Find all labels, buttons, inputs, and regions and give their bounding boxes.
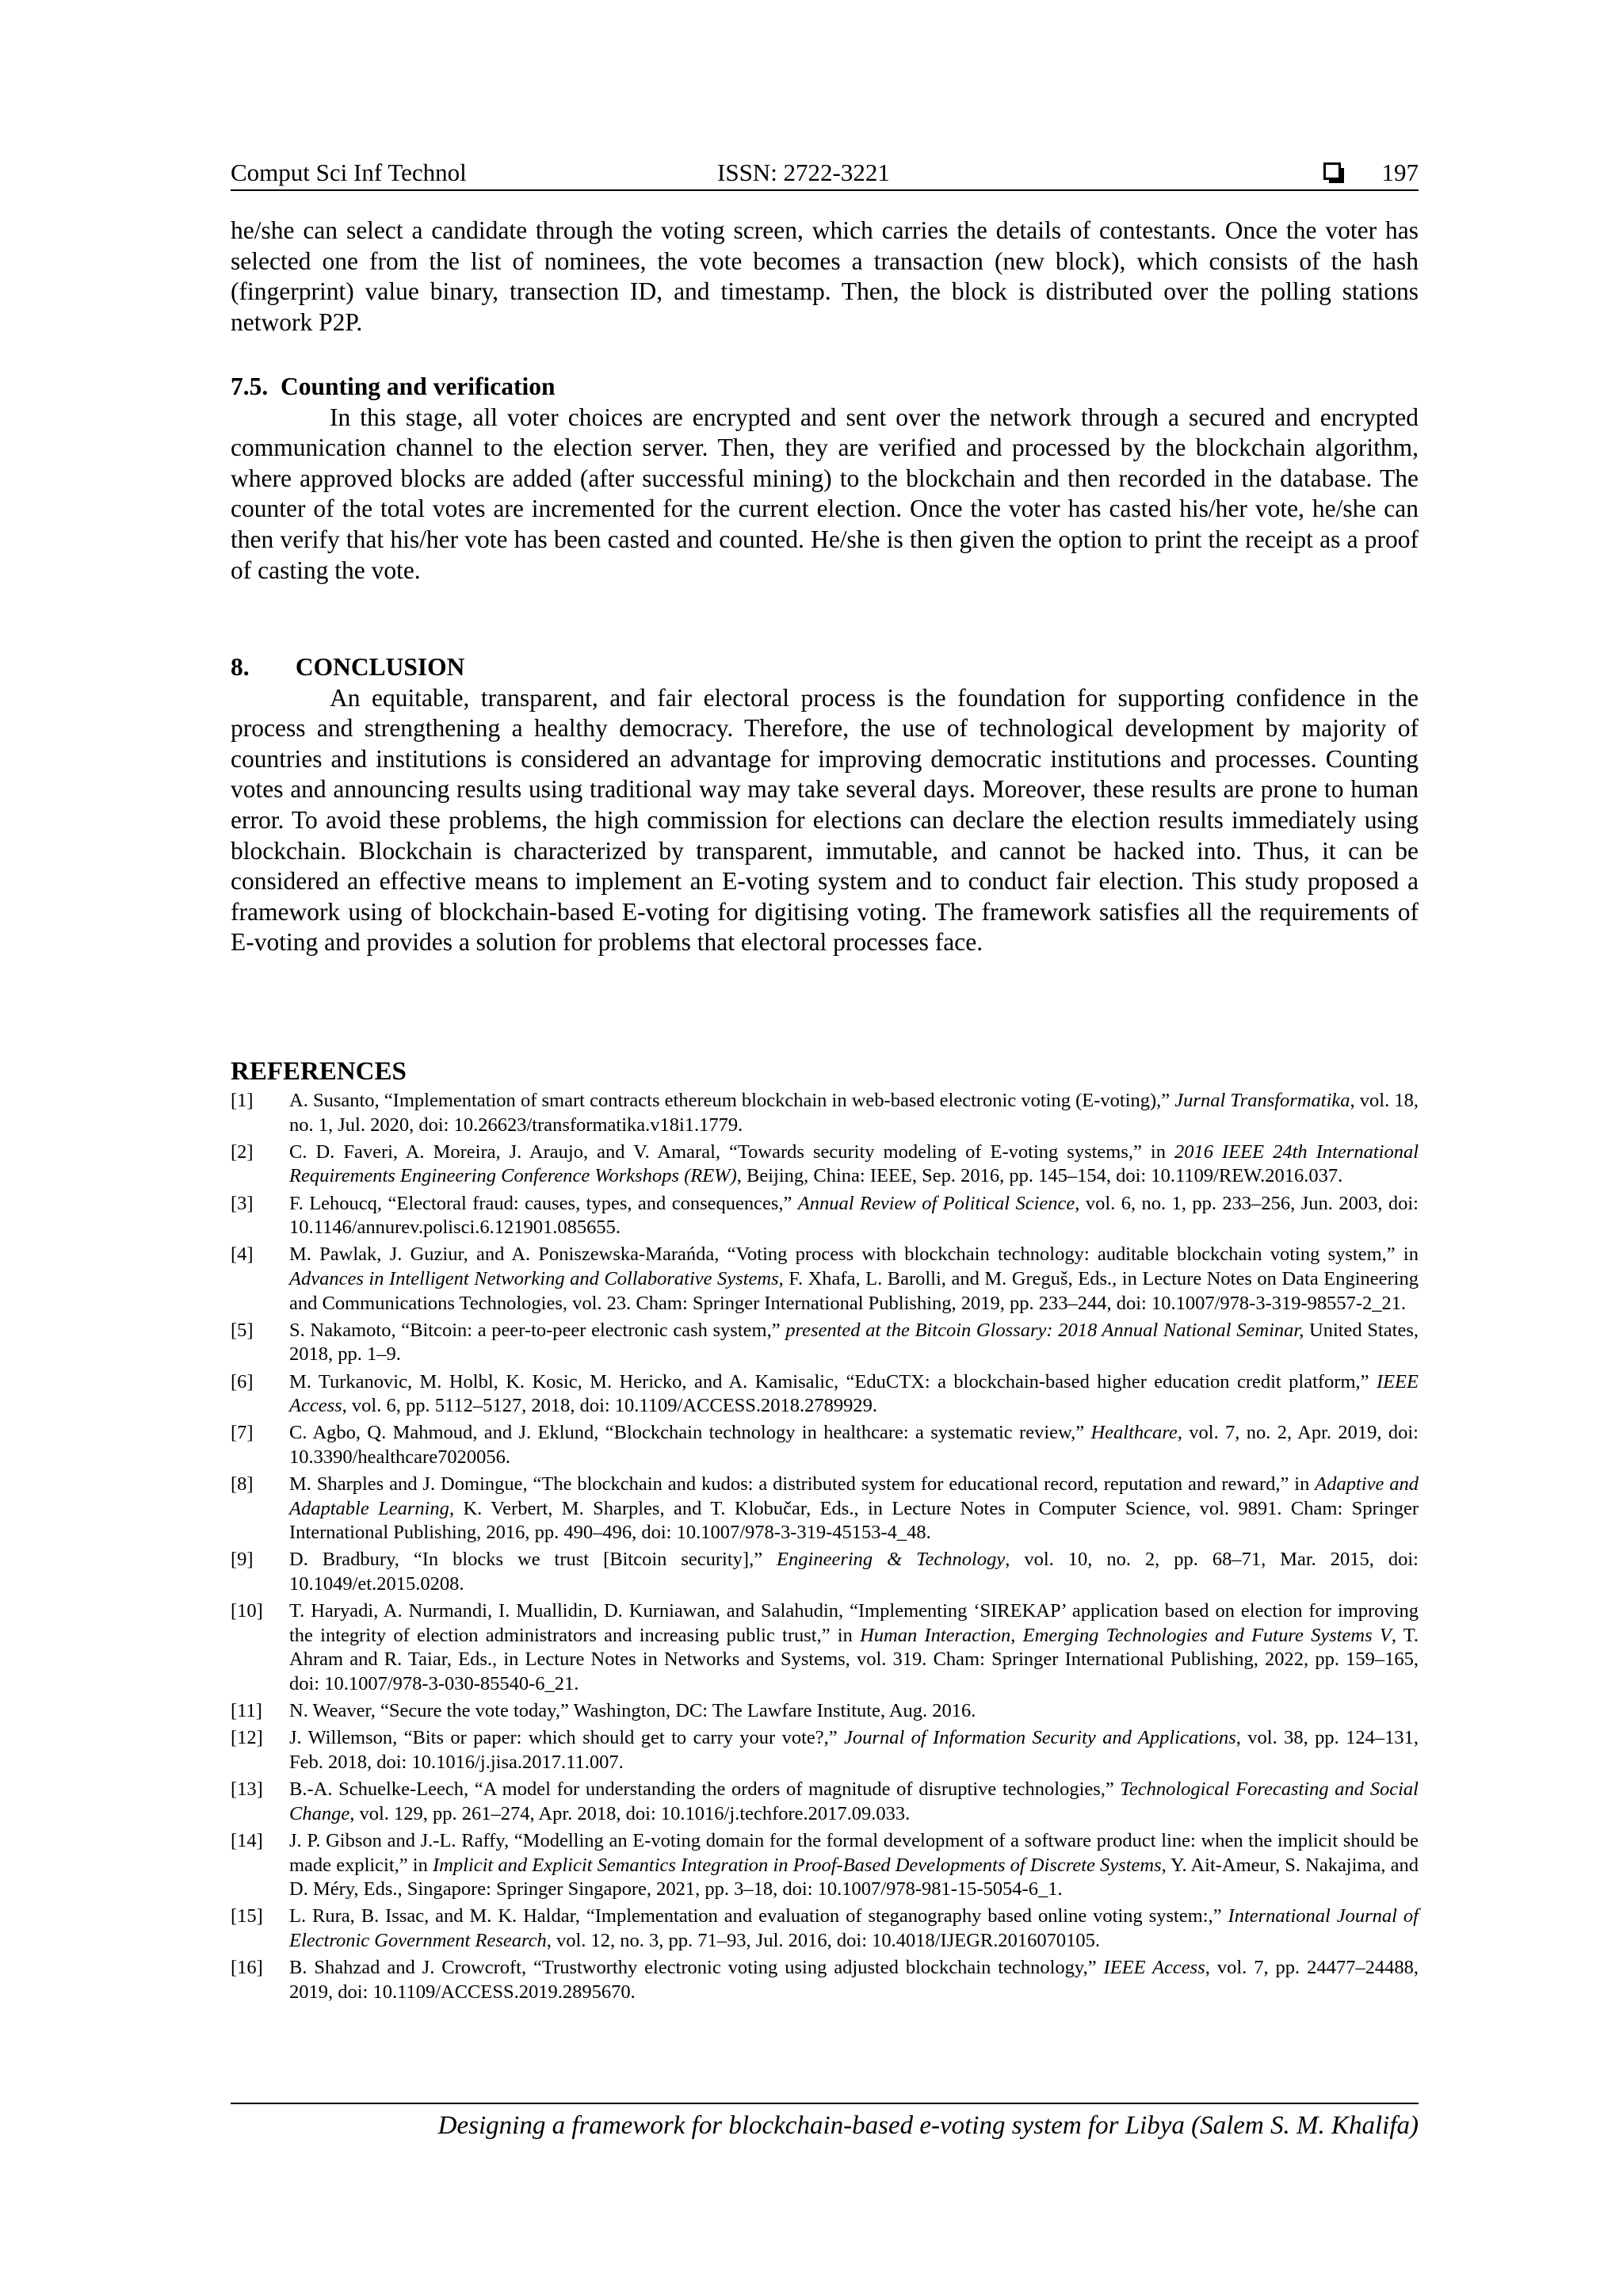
reference-text-pre: C. Agbo, Q. Mahmoud, and J. Eklund, “Blockchain technology in healthcare: a systematic review,” (289, 1422, 1091, 1444)
reference-item (231, 1699, 1419, 1724)
reference-item (231, 1370, 1419, 1419)
reference-text (289, 1140, 1419, 1189)
reference-text (289, 1319, 1419, 1367)
issn: ISSN: 2722-3221 (717, 159, 890, 186)
reference-text-pre: D. Bradbury, “In blocks we trust [Bitcoin security],” (289, 1549, 777, 1571)
reference-text (289, 1956, 1419, 2004)
reference-text (289, 1599, 1419, 1696)
reference-item (231, 1319, 1419, 1367)
reference-item (231, 1192, 1419, 1240)
section-paragraph: In this stage, all voter choices are encrypted and sent over the network through a secured and encrypted communication channel to the election server. Then, they are verified and processed by the blockchain algorithm, where approved blocks are added (after successful mining) to the blockchain and then recorded in the database. The counter of the total votes are incremented for the current election. Once the voter has casted his/her vote, he/she can then verify that his/her vote has been casted and counted. He/she is then given the option to print the receipt as a proof of casting the vote. (231, 403, 1419, 584)
reference-item (231, 1778, 1419, 1826)
reference-item (231, 1421, 1419, 1469)
reference-text (289, 1726, 1419, 1775)
reference-text-pre: M. Pawlak, J. Guziur, and A. Poniszewska-Marańda, “Voting process with blockchain technology: auditable blockchain voting system,” in (289, 1244, 1419, 1266)
reference-text-pre: C. D. Faveri, A. Moreira, J. Araujo, and V. Amaral, “Towards security modeling of E-voting systems,” in (289, 1140, 1175, 1163)
section-number: 8. (231, 653, 250, 681)
reference-number: [5] (231, 1319, 254, 1341)
reference-text-post: , vol. 6, no. 1, pp. 233–256, Jun. 2003, doi: 10.1146/annurev.polisci.6.121901.085655. (289, 1192, 1419, 1239)
reference-source-title: Technological Forecasting and Social Change (289, 1778, 1419, 1824)
reference-list (231, 1089, 1419, 2004)
reference-text-post: , vol. 12, no. 3, pp. 71–93, Jul. 2016, doi: 10.4018/IJEGR.2016070105. (546, 1929, 1100, 1951)
references-section (231, 1056, 1419, 2008)
reference-text-pre: T. Haryadi, A. Nurmandi, I. Muallidin, D. Kurniawan, and Salahudin, “Implementing ‘SIREKAP’ application based on election for improving the integrity of election administrators and increasing public trust,” in (289, 1600, 1419, 1646)
intro-paragraph: he/she can select a candidate through the voting screen, which carries the details of contestants. Once the voter has selected one from the list of nominees, the vote becomes a transaction (new block), which consists of the hash (fingerprint) value binary, transection ID, and timestamp. Then, the block is distributed over the polling stations network P2P. (231, 216, 1419, 336)
reference-text-post: , vol. 10, no. 2, pp. 68–71, Mar. 2015, doi: 10.1049/et.2015.0208. (289, 1549, 1419, 1595)
reference-item (231, 1726, 1419, 1775)
reference-source-title: Advances in Intelligent Networking and Collaborative Systems (289, 1267, 779, 1289)
reference-text (289, 1243, 1419, 1316)
running-header (231, 155, 1419, 190)
reference-text (289, 1473, 1419, 1545)
reference-text-post: , vol. 18, no. 1, Jul. 2020, doi: 10.26623/transformatika.v18i1.1779. (289, 1090, 1419, 1136)
section-title: Counting and verification (281, 372, 556, 400)
reference-source-title: presented at the Bitcoin Glossary: 2018 Annual National Seminar, (785, 1319, 1304, 1341)
reference-text-pre: J. Willemson, “Bits or paper: which should get to carry your vote?,” (289, 1727, 845, 1749)
reference-text-post: , K. Verbert, M. Sharples, and T. Klobučar, Eds., in Lecture Notes in Computer Science, vol. 9891. Cham: Springer International Publishing, 2016, pp. 490–496, doi: 10.1007/978-3-319-45153-4_48. (289, 1497, 1419, 1544)
reference-text (289, 1192, 1419, 1240)
reference-source-title: Journal of Information Security and Applications (844, 1727, 1236, 1749)
reference-number: [1] (231, 1090, 254, 1111)
reference-text (289, 1548, 1419, 1596)
reference-number: [6] (231, 1370, 254, 1392)
reference-number: [15] (231, 1905, 263, 1927)
reference-text (289, 1089, 1419, 1137)
section-heading (231, 372, 1419, 403)
reference-text-post: United States, 2018, pp. 1–9. (289, 1319, 1419, 1366)
reference-item (231, 1956, 1419, 2004)
reference-source-title: Engineering & Technology (777, 1549, 1006, 1571)
reference-text-post: , vol. 129, pp. 261–274, Apr. 2018, doi: 10.1016/j.techfore.2017.09.033. (349, 1802, 911, 1824)
journal-name: Comput Sci Inf Technol (231, 159, 467, 186)
reference-text-post: , Y. Ait-Ameur, S. Nakajima, and D. Méry, Eds., Singapore: Springer Singapore, 2021, pp. 3–18, doi: 10.1007/978-981-15-5054-6_1. (289, 1854, 1419, 1901)
reference-text-pre: B. Shahzad and J. Crowcroft, “Trustworthy electronic voting using adjusted blockchain technology,” (289, 1957, 1104, 1979)
reference-item (231, 1904, 1419, 1953)
reference-text (289, 1829, 1419, 1902)
page-number: 197 (1381, 159, 1419, 186)
reference-text-pre: F. Lehoucq, “Electoral fraud: causes, types, and consequences,” (289, 1192, 798, 1214)
section-number: 7.5. (231, 372, 269, 400)
reference-source-title: IEEE Access (289, 1370, 1419, 1417)
reference-item (231, 1243, 1419, 1316)
reference-text-pre: L. Rura, B. Issac, and M. K. Haldar, “Implementation and evaluation of steganography based online voting system:,” (289, 1905, 1228, 1927)
reference-number: [11] (231, 1700, 262, 1722)
reference-text-pre: S. Nakamoto, “Bitcoin: a peer-to-peer electronic cash system,” (289, 1319, 786, 1341)
footer-divider (231, 2103, 1419, 2104)
reference-item (231, 1089, 1419, 1137)
reference-source-title: Healthcare (1090, 1422, 1178, 1444)
reference-text-post: , vol. 7, pp. 24477–24488, 2019, doi: 10.1109/ACCESS.2019.2895670. (289, 1957, 1419, 2003)
running-footer: Designing a framework for blockchain-based e-voting system for Libya (Salem S. M. Khalifa) (437, 2111, 1419, 2140)
reference-source-title: Implicit and Explicit Semantics Integration in Proof-Based Developments of Discrete Systems (433, 1854, 1162, 1876)
reference-number: [13] (231, 1778, 263, 1801)
reference-item (231, 1829, 1419, 1902)
reference-number: [9] (231, 1549, 254, 1571)
reference-text (289, 1904, 1419, 1953)
reference-source-title: Human Interaction, Emerging Technologies and Future Systems V (860, 1624, 1392, 1646)
reference-number: [12] (231, 1727, 263, 1749)
reference-item (231, 1548, 1419, 1596)
reference-text-pre: M. Sharples and J. Domingue, “The blockchain and kudos: a distributed system for educational record, reputation and reward,” in (289, 1473, 1316, 1496)
reference-text-post: , vol. 7, no. 2, Apr. 2019, doi: 10.3390/healthcare7020056. (289, 1422, 1419, 1468)
reference-text-pre: J. P. Gibson and J.-L. Raffy, “Modelling an E-voting domain for the formal development of a software product line: when the implicit should be made explicit,” in (289, 1829, 1419, 1876)
section-paragraph: An equitable, transparent, and fair electoral process is the foundation for supporting confidence in the process and strengthening a healthy democracy. Therefore, the use of technological development by majority of countries and institutions is considered an advantage for improving democratic institutions and processes. Counting votes and announcing results using traditional way may take several days. Moreover, these results are prone to human error. To avoid these problems, the high commission for elections can declare the election results immediately using blockchain. Blockchain is characterized by transparent, immutable, and cannot be hacked into. Thus, it can be considered an effective means to implement an E-voting system and to conduct fair election. This study proposed a framework using of blockchain-based E-voting for digitising voting. The framework satisfies all the requirements of E-voting and provides a solution for problems that electoral processes face. (231, 683, 1419, 957)
reference-source-title: IEEE Access (1103, 1957, 1205, 1979)
reference-text-post: , Beijing, China: IEEE, Sep. 2016, pp. 145–154, doi: 10.1109/REW.2016.037. (736, 1165, 1343, 1187)
reference-number: [8] (231, 1473, 254, 1496)
reference-number: [2] (231, 1140, 254, 1163)
reference-number: [14] (231, 1829, 263, 1851)
reference-text-post: , vol. 6, pp. 5112–5127, 2018, doi: 10.1109/ACCESS.2018.2789929. (342, 1395, 878, 1417)
header-divider (231, 189, 1419, 191)
reference-number: [3] (231, 1192, 254, 1214)
reference-number: [4] (231, 1244, 254, 1266)
reference-number: [10] (231, 1600, 263, 1622)
reference-text-pre: N. Weaver, “Secure the vote today,” Washington, DC: The Lawfare Institute, Aug. 2016. (289, 1700, 976, 1722)
reference-source-title: 2016 IEEE 24th International Requirements Engineering Conference Workshops (REW) (289, 1140, 1419, 1187)
reference-item (231, 1473, 1419, 1545)
reference-text (289, 1421, 1419, 1469)
reference-text-post: , vol. 38, pp. 124–131, Feb. 2018, doi: 10.1016/j.jisa.2017.11.007. (289, 1727, 1419, 1773)
reference-text-pre: M. Turkanovic, M. Holbl, K. Kosic, M. Hericko, and A. Kamisalic, “EduCTX: a blockchain-based higher education credit platform,” (289, 1370, 1377, 1392)
reference-source-title: Jurnal Transformatika (1174, 1090, 1350, 1111)
section-heading (231, 652, 1419, 683)
reference-text (289, 1370, 1419, 1419)
reference-text (289, 1699, 1419, 1724)
reference-text-pre: B.-A. Schuelke-Leech, “A model for understanding the orders of magnitude of disruptive technologies,” (289, 1778, 1121, 1801)
reference-number: [7] (231, 1422, 254, 1444)
square-bullet-icon (1323, 162, 1341, 180)
reference-number: [16] (231, 1957, 263, 1979)
reference-source-title: Adaptive and Adaptable Learning (289, 1473, 1419, 1519)
intro-paragraph-block (231, 216, 1419, 338)
reference-source-title: Annual Review of Political Science (797, 1192, 1075, 1214)
reference-text-post: , F. Xhafa, L. Barolli, and M. Greguš, Eds., in Lecture Notes on Data Engineering and Communications Technologies, vol. 23. Cham: Springer International Publishing, 2019, pp. 233–244, doi: 10.1007/978-3-319-98557-2_21. (289, 1267, 1419, 1314)
section-title: CONCLUSION (295, 653, 465, 681)
section-7-5 (231, 372, 1419, 586)
reference-text-post: , T. Ahram and R. Taiar, Eds., in Lecture Notes in Networks and Systems, vol. 319. Cham: Springer International Publishing, 2022, pp. 159–165, doi: 10.1007/978-3-030-85540-6_21. (289, 1624, 1419, 1694)
reference-source-title: International Journal of Electronic Government Research (289, 1905, 1419, 1951)
reference-text-pre: A. Susanto, “Implementation of smart contracts ethereum blockchain in web-based electronic voting (E-voting),” (289, 1090, 1175, 1111)
references-heading: REFERENCES (231, 1057, 407, 1086)
reference-item (231, 1599, 1419, 1696)
reference-text (289, 1778, 1419, 1826)
reference-item (231, 1140, 1419, 1189)
section-8-conclusion (231, 652, 1419, 958)
